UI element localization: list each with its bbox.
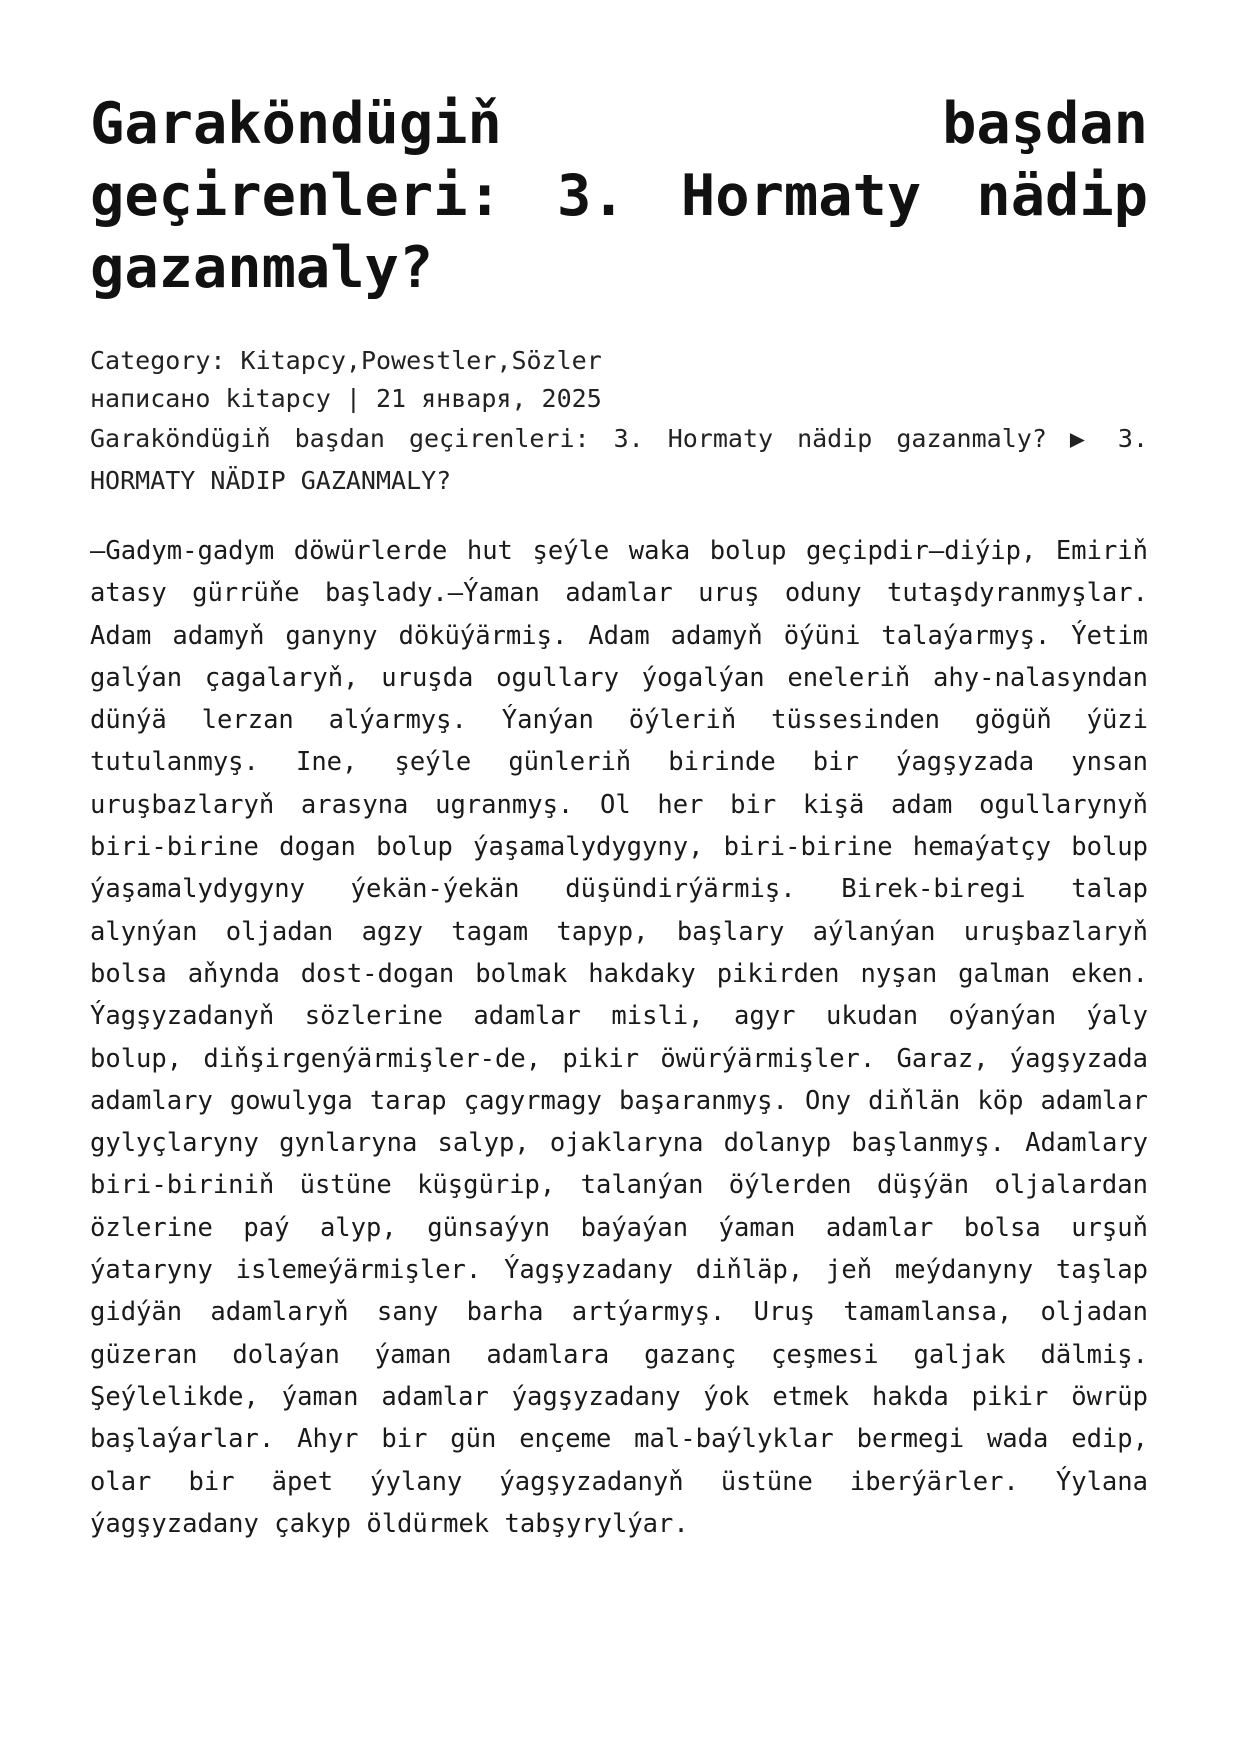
breadcrumb-current: 3. HORMATY NÄDIP GAZANMALY? [90,424,1148,495]
breadcrumb [90,418,1148,502]
article-body: —Gadym-gadym döwürlerde hut şeýle waka bolup geçipdir—diýip, Emiriň atasy gürrüňe başlady.—Ýaman adamlar uruş oduny tutaşdyranmyşlar. Adam adamyň ganyny döküýärmiş. Adam adamyň öýüni talaýarmyş. Ýetim galýan çagalaryň, uruşda ogullary ýogalýan eneleriň ahy-nalasyndan dünýä lerzan alýarmyş. Ýanýan öýleriň tüssesinden gögüň ýüzi tutulanmyş. Ine, şeýle günleriň birinde bir ýagşyzada ynsan uruşbazlaryň arasyna ugranmyş. Ol her bir kişä adam ogullarynyň biri-birine dogan bolup ýaşamalydygyny, biri-birine hemaýatçy bolup ýaşamalydygyny ýekän-ýekän düşündirýärmiş. Birek-biregi talap alynýan oljadan agzy tagam tapyp, başlary aýlanýan uruşbazlaryň bolsa aňynda dost-dogan bolmak hakdaky pikirden nyşan galman eken. Ýagşyzadanyň sözlerine adamlar misli, agyr ukudan oýanýan ýaly bolup, diňşirgenýärmişler-de, pikir öwürýärmişler. Garaz, ýagşyzada adamlary gowulyga tarap çagyrmagy başaranmyş. Ony diňlän köp adamlar gylyçlaryny gynlaryna salyp, ojaklaryna dolanyp başlanmyş. Adamlary biri-biriniň üstüne küşgürip, talanýan öýlerden düşýän oljalardan özlerine paý alyp, günsaýyn baýaýan ýaman adamlar bolsa urşuň ýataryny islemeýärmişler. Ýagşyzadany diňläp, jeň meýdanyny taşlap gidýän adamlaryň sany barha artýarmyş. Uruş tamamlansa, oljadan güzeran dolaýan ýaman adamlara gazanç çeşmesi galjak dälmiş. Şeýlelikde, ýaman adamlar ýagşyzadany ýok etmek hakda pikir öwrüp başlaýarlar. Ahyr bir gün ençeme mal-baýlyklar bermegi wada edip, olar bir äpet ýylany ýagşyzadanyň üstüne iberýärler. Ýylana ýagşyzadany çakyp öldürmek tabşyrylýar. [90,536,1148,1539]
article [90,88,1148,1545]
breadcrumb-arrow-icon: ▶ [1060,424,1094,453]
article-meta [90,342,1148,418]
byline: написано kitapcy | 21 января, 2025 [90,384,602,413]
category-label: Category: [90,346,226,375]
article-title: Garaköndügiň başdan geçirenleri: 3. Hormaty nädip gazanmaly? [90,91,1148,301]
category-line [90,342,1148,380]
category-links[interactable]: Kitapcy,Powestler,Sözler [240,346,602,375]
breadcrumb-parent-link[interactable]: Garaköndügiň başdan geçirenleri: 3. Hormaty nädip gazanmaly? [90,424,1047,453]
